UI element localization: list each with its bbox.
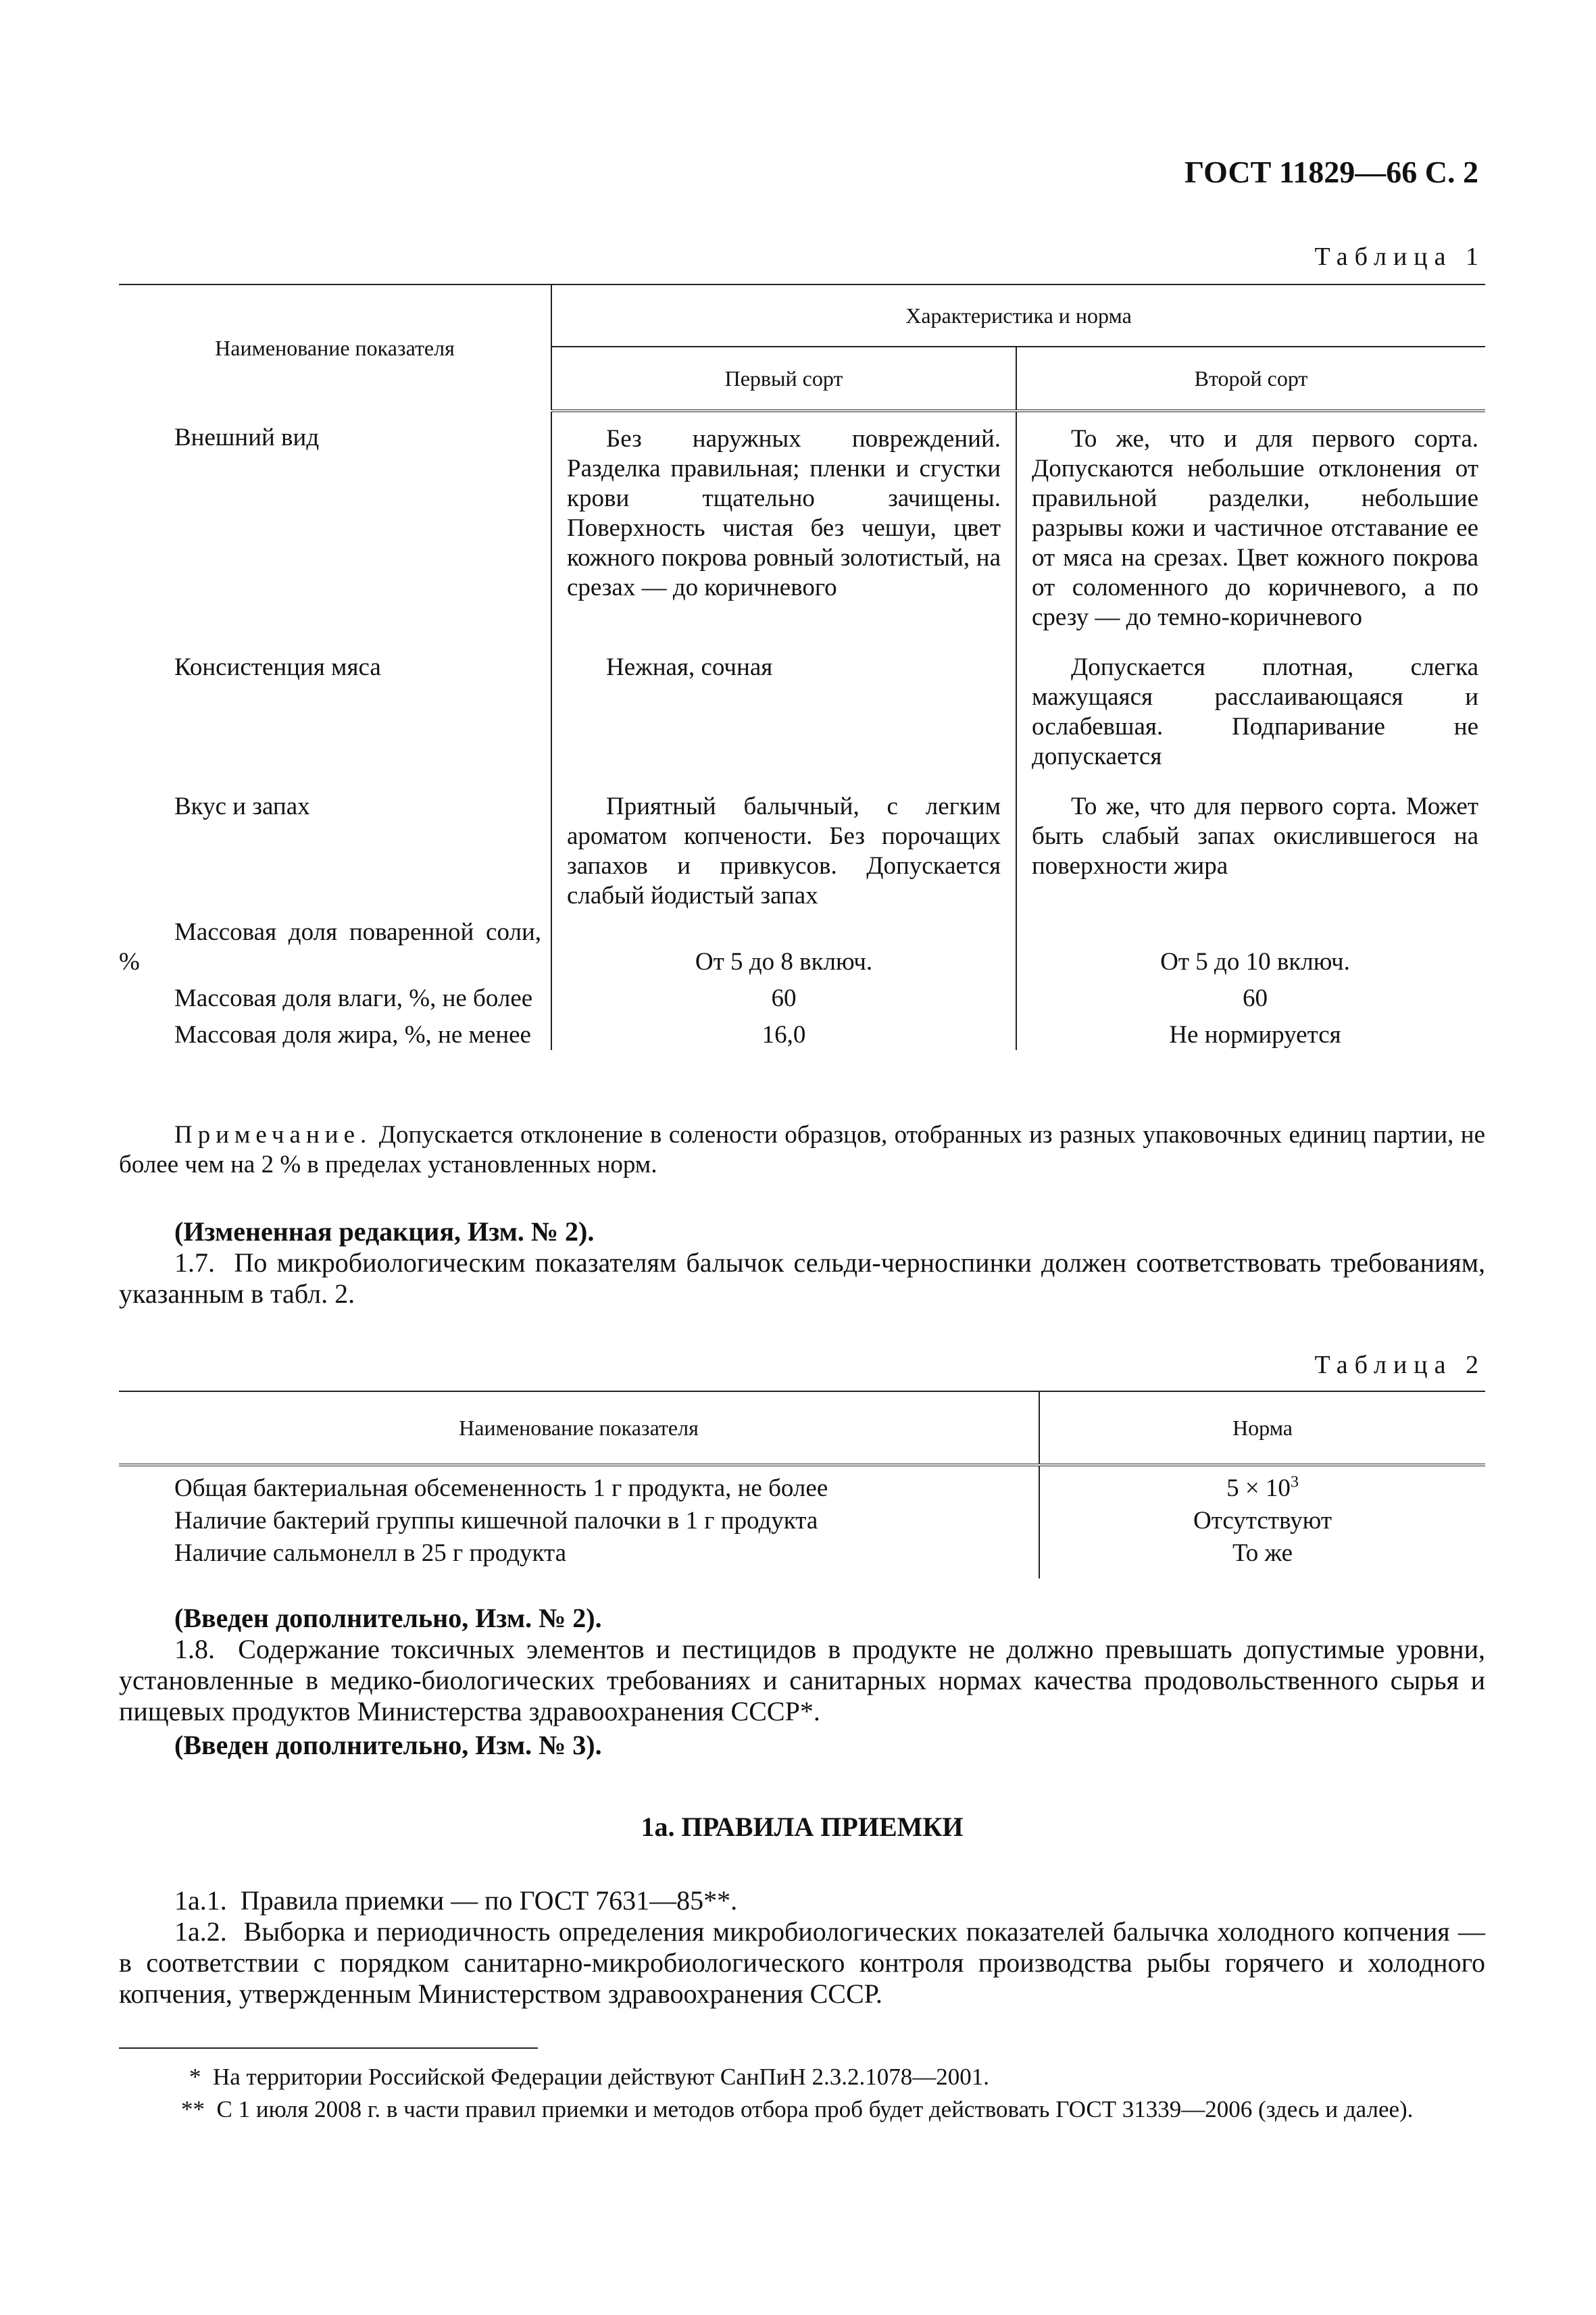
table2-caption: Таблица 2 <box>1314 1351 1485 1379</box>
table-row <box>119 653 1485 792</box>
table1-cell-second: Не нормируется <box>1169 1021 1341 1049</box>
clause-text: Выборка и периодичность определения микробиологических показателей балычка холодного копчения — в соответствии с порядком санитарно-микробиологического контроля производства рыбы горячего и холодного копчения, утвержденным Министерством здравоохранения СССР. <box>119 1916 1486 2009</box>
table2-header-indicator: Наименование показателя <box>119 1391 1039 1465</box>
table1-cell-second: От 5 до 10 включ. <box>1160 948 1350 976</box>
table1-header-first-grade: Первый сорт <box>551 347 1016 411</box>
table1-cell-first: От 5 до 8 включ. <box>551 918 1016 984</box>
footnote-2 <box>119 2095 1485 2124</box>
table2-cell-norm <box>1039 1465 1485 1505</box>
amendment-note-3: (Введен дополнительно, Изм. № 3). <box>174 1730 602 1760</box>
table2-header-norm: Норма <box>1039 1391 1485 1465</box>
table1-cell-name-text: Массовая доля влаги, %, не более <box>174 985 533 1012</box>
page-header: ГОСТ 11829—66 С. 2 <box>1184 155 1478 189</box>
section-heading: 1а. ПРАВИЛА ПРИЕМКИ <box>641 1812 964 1842</box>
table1-header-second-grade: Второй сорт <box>1016 347 1485 411</box>
footnote-text: С 1 июля 2008 г. в части правил приемки и методов отбора проб будет действовать ГОСТ 31339—2006 (здесь и далее). <box>216 2096 1414 2122</box>
table1-cell-second: То же, что для первого сорта. Может быть слабый запах окислившегося на поверхности жира <box>1032 793 1478 880</box>
note-label: Примечание. <box>174 1121 372 1149</box>
norm-exponent: 3 <box>1290 1473 1299 1491</box>
table1-cell-first: Приятный балычный, с легким ароматом копчености. Без порочащих запахов и привкусов. Допускается слабый йодистый запах <box>551 792 1016 918</box>
table-row <box>119 411 1485 653</box>
table1-note <box>119 1120 1485 1180</box>
amendment-note-2: (Введен дополнительно, Изм. № 2). <box>174 1603 602 1633</box>
note-text: Допускается отклонение в солености образцов, отобранных из разных упаковочных единиц партии, не более чем на 2 % в пределах установленных норм. <box>119 1121 1485 1178</box>
footnote-mark: ** <box>181 2096 205 2122</box>
table1-cell-second: Допускается плотная, слегка мажущаяся расслаивающаяся и ослабевшая. Подпаривание не допускается <box>1032 653 1478 770</box>
clause-1a-1 <box>119 1885 1485 1916</box>
clause-1-8 <box>119 1634 1485 1727</box>
table-row <box>119 1465 1485 1505</box>
table1-cell-second: То же, что и для первого сорта. Допускаются небольшие отклонения от правильной разделки, небольшие разрывы кожи и частичное отставание ее от мяса на срезах. Цвет кожного покрова от соломенного до коричневого, а по срезу — до темно-коричневого <box>1032 425 1478 631</box>
table1-cell-name: Консистенция мяса <box>119 653 551 792</box>
table1-cell-first: Нежная, сочная <box>551 653 1016 792</box>
table-row <box>119 1020 1485 1050</box>
table1-cell-name-text: Массовая доля поваренной соли, % <box>119 918 541 976</box>
amendment-note-1: (Измененная редакция, Изм. № 2). <box>174 1216 595 1247</box>
table1-cell-name-text: Массовая доля жира, %, не менее <box>174 1021 531 1049</box>
clause-1-7 <box>119 1247 1485 1310</box>
clause-number: 1.8. <box>174 1634 215 1664</box>
table1-caption: Таблица 1 <box>1314 243 1485 271</box>
clause-number: 1а.2. <box>174 1916 227 1947</box>
table2-cell-name: Наличие бактерий группы кишечной палочки в 1 г продукта <box>119 1505 1039 1537</box>
table-row <box>119 918 1485 984</box>
clause-text: По микробиологическим показателям балычок сельди-черноспинки должен соответствовать требованиям, указанным в табл. 2. <box>119 1247 1486 1309</box>
table1-header-indicator: Наименование показателя <box>119 284 551 411</box>
table-row <box>119 1537 1485 1578</box>
table-row <box>119 984 1485 1020</box>
footnote-1 <box>119 2062 1485 2092</box>
clause-number: 1а.1. <box>174 1885 227 1916</box>
table2-cell-norm: Отсутствуют <box>1193 1507 1332 1535</box>
table1-cell-name <box>119 984 551 1020</box>
norm-base: 5 × 10 <box>1226 1474 1291 1502</box>
table1 <box>119 284 1485 1050</box>
footnote-text: На территории Российской Федерации действуют СанПиН 2.3.2.1078—2001. <box>213 2064 990 2090</box>
table2-cell-name: Общая бактериальная обсемененность 1 г продукта, не более <box>119 1465 1039 1505</box>
table1-cell-first: 60 <box>551 984 1016 1020</box>
table1-header-group: Характеристика и норма <box>551 284 1485 347</box>
table2 <box>119 1391 1485 1578</box>
clause-1a-2 <box>119 1916 1485 2010</box>
table1-cell-first: 16,0 <box>551 1020 1016 1050</box>
table1-cell-name <box>119 918 551 984</box>
clause-number: 1.7. <box>174 1247 215 1278</box>
table1-cell-name <box>119 1020 551 1050</box>
table-row <box>119 792 1485 918</box>
clause-text: Содержание токсичных элементов и пестицидов в продукте не должно превышать допустимые уровни, установленные в медико-биологических требованиях и санитарных нормах качества продовольственного сырья и пищевых продуктов Министерства здравоохранения СССР*. <box>119 1634 1485 1726</box>
table-row <box>119 1505 1485 1537</box>
table2-cell-name: Наличие сальмонелл в 25 г продукта <box>119 1537 1039 1578</box>
table1-cell-second: 60 <box>1243 985 1268 1012</box>
table1-cell-first: Без наружных повреждений. Разделка правильная; пленки и сгустки крови тщательно зачищены. Поверхность чистая без чешуи, цвет кожного покрова ровный золотистый, на срезах — до коричневого <box>551 411 1016 653</box>
table1-cell-name: Внешний вид <box>119 411 551 653</box>
clause-text: Правила приемки — по ГОСТ 7631—85**. <box>240 1885 738 1916</box>
footnote-divider <box>119 2047 538 2049</box>
footnote-mark: * <box>189 2064 201 2090</box>
table1-cell-name: Вкус и запах <box>119 792 551 918</box>
table2-cell-norm: То же <box>1232 1539 1293 1567</box>
